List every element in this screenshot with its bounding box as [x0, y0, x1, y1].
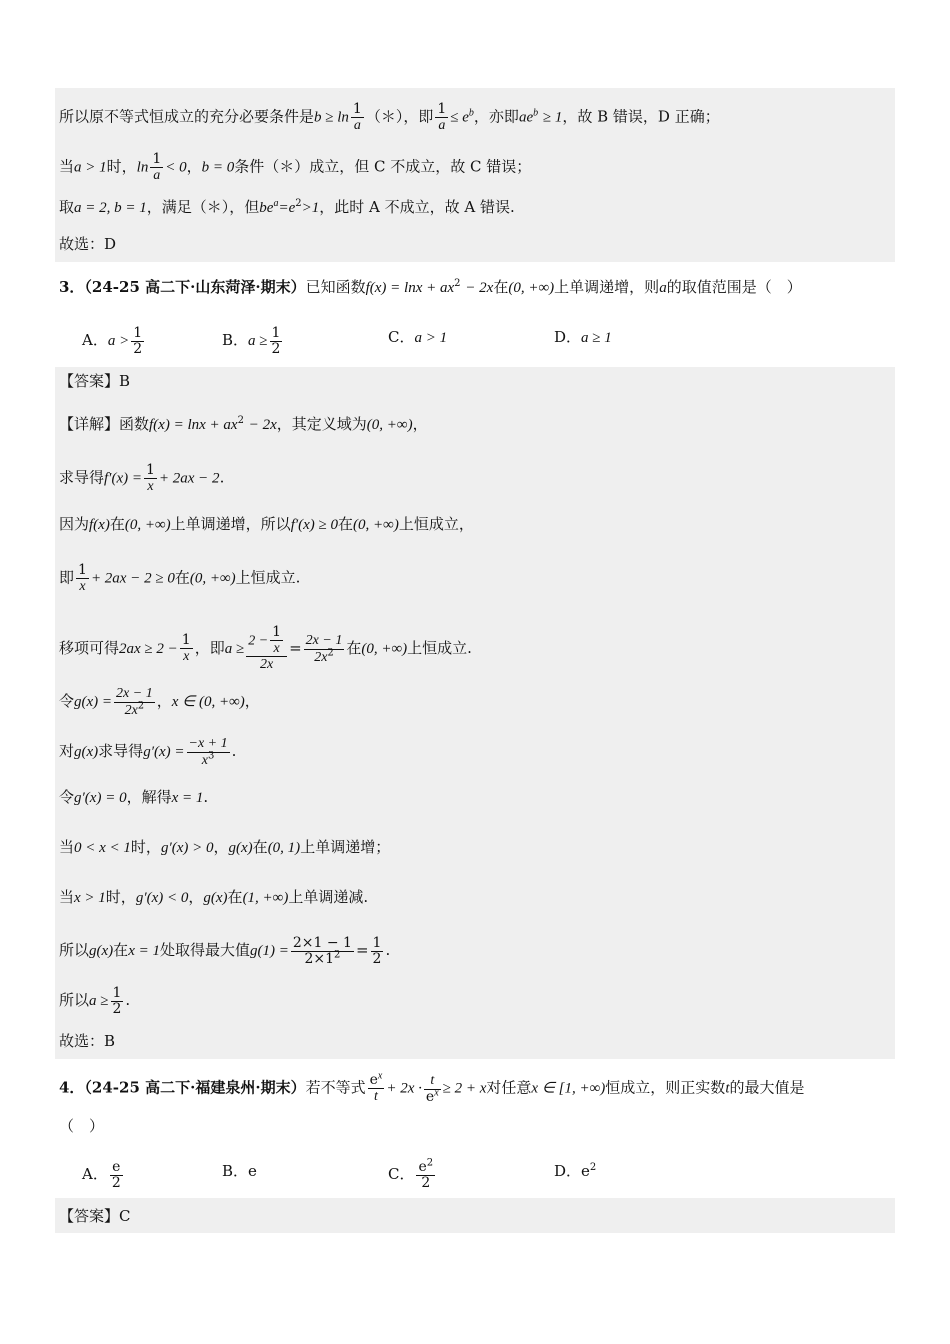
solution-line: 所以a ≥ $\frac{1}{2}$ .	[59, 985, 131, 1017]
solution-line: 因为f(x)在(0, +∞)上单调递增，所以f′(x) ≥ 0在(0, +∞)上恒成立，	[59, 515, 474, 533]
solution-line: 移项可得2ax ≥ 2 − $\frac{1}{x}$ ，即a ≥ 2 − $\frac{1}{x}$ 2x = $\frac{2x - 1}{2x^2}$ 在(0, +∞)上恒成立.	[59, 624, 472, 673]
solution-line: 即 $\frac{1}{x}$ + 2ax − 2 ≥ 0在(0, +∞)上恒成立.	[59, 562, 301, 594]
solution-line: 当x > 1时，g′(x) < 0，g(x)在(1, +∞)上单调递减.	[59, 888, 369, 906]
option-a[interactable]: A． $\frac{e}{2}$	[82, 1159, 121, 1191]
text: ，亦即	[473, 107, 519, 126]
solution-line: 令g(x) = $\frac{2x - 1}{2x^2}$ ，x ∈ (0, +∞)，	[59, 686, 260, 718]
option-d[interactable]: D．$e^2$	[554, 1162, 597, 1180]
solution-line: 令g′(x) = 0，解得x = 1.	[59, 788, 209, 806]
text: （＊），即	[365, 107, 434, 126]
option-c[interactable]: C．a > 1	[388, 328, 448, 346]
option-d[interactable]: D．a ≥ 1	[554, 328, 612, 346]
fraction: $\frac{1}{a}$	[437, 101, 447, 133]
solution-line: 所以g(x)在x = 1处取得最大值g(1) = $\frac{2\times 1 - 1}{2\times 1^2}$ = $\frac{1}{2}$ .	[59, 935, 391, 967]
answer: 【答案】B	[59, 372, 131, 390]
answer-panel-q4	[55, 1198, 895, 1233]
final-choice: 故选：B	[59, 1032, 116, 1050]
solution-line: 当0 < x < 1时，g′(x) > 0，g(x)在(0, 1)上单调递增；	[59, 838, 391, 856]
complex-fraction: 2 − $\frac{1}{x}$ 2x	[246, 625, 287, 673]
fraction: $\frac{1}{a}$	[352, 101, 362, 133]
text: ，故 B 错误，D 正确；	[562, 107, 720, 126]
math: ≤ e	[450, 109, 469, 126]
option-b[interactable]: B．a ≥ $\frac{1}{2}$	[222, 325, 281, 357]
text: 所以原不等式恒成立的充分必要条件是	[59, 107, 315, 126]
final-choice: 故选：D	[59, 235, 117, 253]
math: ae	[518, 109, 534, 126]
question-4: 4．（24-25 高二下·福建泉州·期末）若不等式 $\frac{e^x}{t}$ + 2x · $\frac{t}{e^x}$ ≥ 2 + x对任意x ∈ [1, +∞)恒成立，则正实数t的最大值是	[59, 1070, 805, 1105]
option-b[interactable]: B．e	[222, 1162, 257, 1180]
question-label: 3．（24-25 高二下·山东菏泽·期末）	[59, 278, 306, 296]
solution-line: 当a > 1时，ln $\frac{1}{a}$ < 0，b = 0条件（＊）成立，但 C 不成立，故 C 错误；	[59, 151, 532, 183]
solution-line: 对g(x)求导得g′(x) = $\frac{-x + 1}{x^3}$ .	[59, 736, 237, 768]
solution-line: 【详解】函数$f(x) = \ln x + ax^2 - 2x$，其定义域为(0, +∞)，	[59, 415, 428, 433]
answer: 【答案】C	[59, 1207, 131, 1225]
question-3: 3．（24-25 高二下·山东菏泽·期末）已知函数$f(x) = \ln x + ax^2 - 2x$在(0, +∞)上单调递增，则a的取值范围是（ ）	[59, 278, 802, 296]
solution-line: 求导得f′(x) = $\frac{1}{x}$ + 2ax − 2.	[59, 462, 225, 494]
math: b ≥ ln	[314, 109, 349, 126]
question-label: 4．（24-25 高二下·福建泉州·期末）	[59, 1078, 306, 1097]
solution-line: 取a = 2, b = 1，满足（＊），但$be^a=e^2>1$，此时 A 不成立，故 A 错误.	[59, 198, 515, 216]
fraction: $\frac{1}{a}$	[152, 151, 162, 183]
option-c[interactable]: C． $\frac{e^2}{2}$	[388, 1157, 434, 1191]
solution-line: 所以原不等式恒成立的充分必要条件是b ≥ ln $\frac{1}{a}$ （＊），即 $\frac{1}{a}$ ≤ $e^b$，亦即$ae^b \ge 1$，故 B 错误，D 正确；	[59, 101, 720, 133]
question-4-paren: （ ）	[59, 1117, 105, 1135]
option-a[interactable]: A．a > $\frac{1}{2}$	[82, 325, 143, 357]
